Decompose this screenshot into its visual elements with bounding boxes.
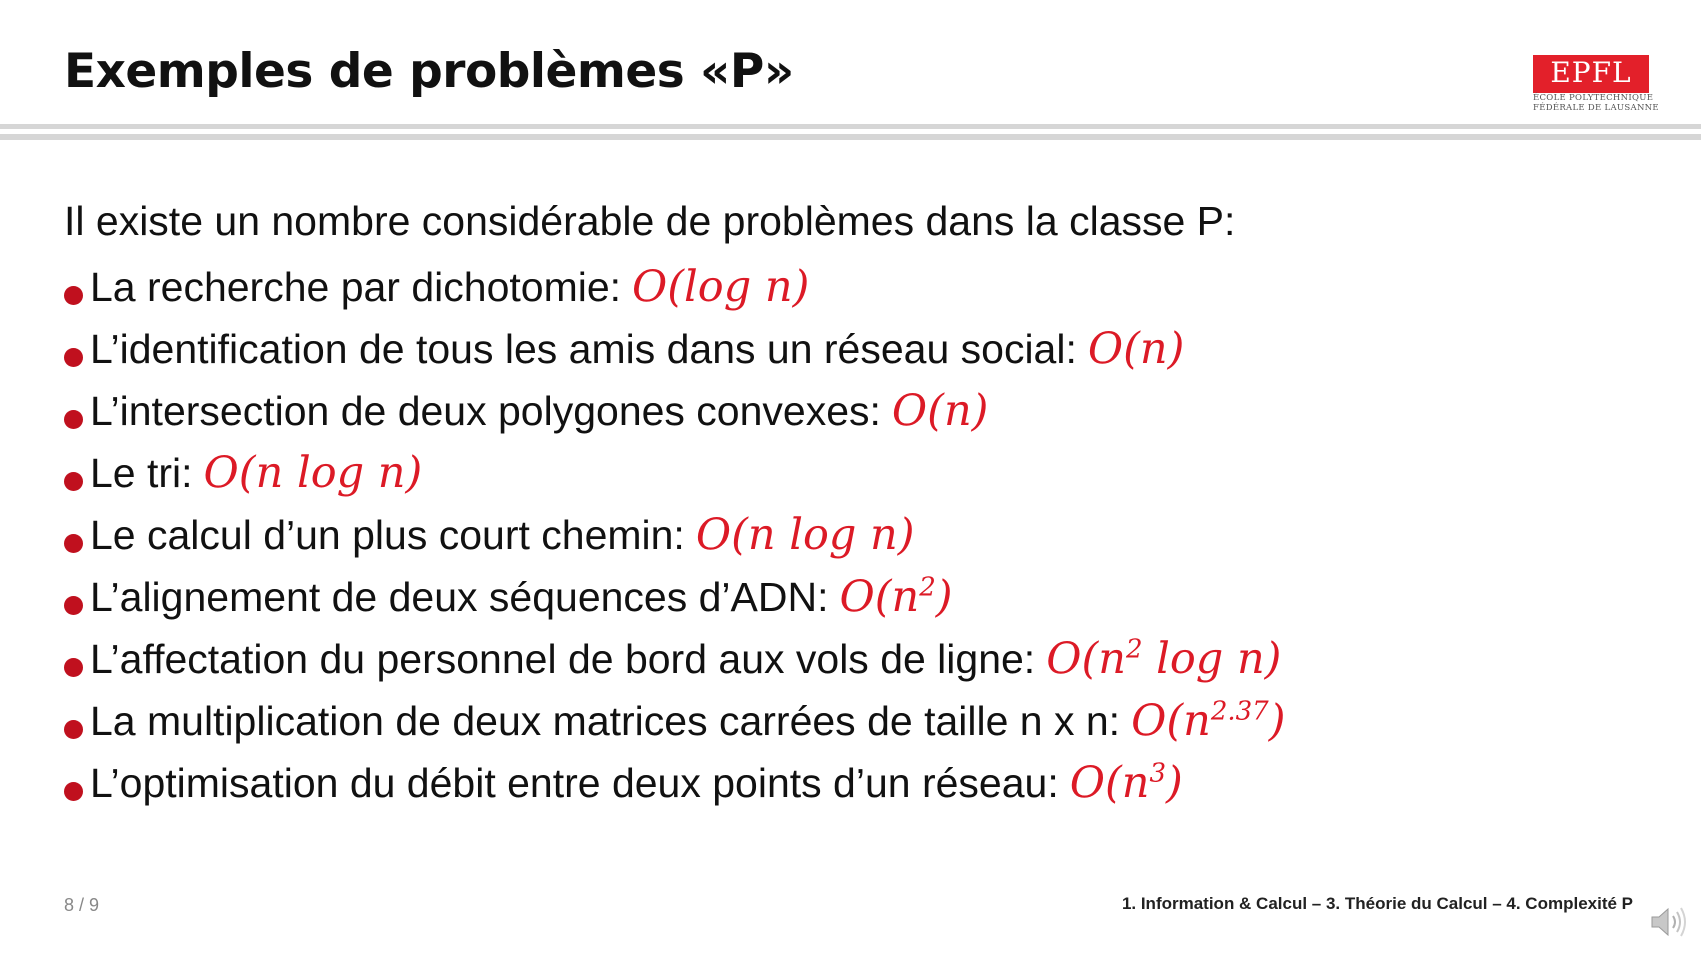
complexity-value xyxy=(1131,696,1285,746)
epfl-logo-caption xyxy=(1533,93,1659,113)
complexity-base: O(n xyxy=(1069,758,1150,808)
complexity-suffix: ) xyxy=(935,572,953,622)
complexity-value: O(n) xyxy=(891,386,989,436)
complexity-exponent: 2 xyxy=(1125,634,1143,665)
epfl-logo xyxy=(1533,55,1659,113)
list-item xyxy=(64,318,1285,380)
complexity-base: O(n xyxy=(1046,634,1126,684)
slide-title: Exemples de problèmes «P» xyxy=(64,44,794,99)
problem-text: L’intersection de deux polygones convexes: xyxy=(90,387,881,434)
problem-list xyxy=(64,256,1285,814)
intro-text: Il existe un nombre considérable de problèmes dans la classe P: xyxy=(64,198,1236,244)
complexity-exponent: 2 xyxy=(919,572,936,603)
bullet-icon xyxy=(64,596,83,615)
bullet-icon xyxy=(64,286,83,305)
list-item xyxy=(64,442,1285,504)
footer-breadcrumb: 1. Information & Calcul – 3. Théorie du Calcul – 4. Complexité P xyxy=(1121,894,1633,913)
complexity-value xyxy=(1046,634,1281,684)
complexity-value: O(n log n) xyxy=(203,448,423,498)
bullet-icon xyxy=(64,720,83,739)
complexity-value: O(log n) xyxy=(632,262,810,312)
list-item xyxy=(64,504,1285,566)
page-number: 8 / 9 xyxy=(64,895,100,915)
bullet-icon xyxy=(64,782,83,801)
problem-text: L’alignement de deux séquences d’ADN: xyxy=(90,573,829,620)
bullet-icon xyxy=(64,534,83,553)
complexity-value xyxy=(839,572,952,622)
complexity-suffix: log n) xyxy=(1142,634,1282,684)
epfl-logo-line1: ÉCOLE POLYTECHNIQUE xyxy=(1533,93,1654,103)
complexity-exponent: 3 xyxy=(1149,758,1166,789)
epfl-logo-line2: FÉDÉRALE DE LAUSANNE xyxy=(1533,103,1659,113)
complexity-value: O(n) xyxy=(1087,324,1185,374)
bullet-icon xyxy=(64,472,83,491)
epfl-wordmark: EPFL xyxy=(1550,56,1632,89)
bullet-icon xyxy=(64,658,83,677)
title-divider-bottom xyxy=(0,134,1701,140)
problem-text: La multiplication de deux matrices carrées de taille n x n: xyxy=(90,697,1121,744)
list-item xyxy=(64,690,1285,752)
complexity-suffix: ) xyxy=(1166,758,1183,808)
list-item xyxy=(64,256,1285,318)
problem-text: L’optimisation du débit entre deux points d’un réseau: xyxy=(90,759,1059,806)
bullet-icon xyxy=(64,410,83,429)
problem-text: L’identification de tous les amis dans un réseau social: xyxy=(90,325,1077,372)
complexity-suffix: ) xyxy=(1268,696,1286,746)
list-item xyxy=(64,566,1285,628)
list-item xyxy=(64,752,1285,814)
complexity-exponent: 2.37 xyxy=(1210,696,1269,727)
problem-text: Le tri: xyxy=(90,449,193,496)
problem-text: Le calcul d’un plus court chemin: xyxy=(90,511,685,558)
complexity-value: O(n log n) xyxy=(695,510,915,560)
problem-text: L’affectation du personnel de bord aux vols de ligne: xyxy=(90,635,1036,682)
complexity-base: O(n xyxy=(1131,696,1211,746)
list-item xyxy=(64,380,1285,442)
list-item xyxy=(64,628,1285,690)
speaker-icon[interactable] xyxy=(1649,905,1689,939)
bullet-icon xyxy=(64,348,83,367)
problem-text: La recherche par dichotomie: xyxy=(90,263,622,310)
complexity-value xyxy=(1070,758,1183,808)
title-divider-top xyxy=(0,124,1701,129)
epfl-logo-block xyxy=(1533,55,1649,93)
complexity-base: O(n xyxy=(839,572,920,622)
